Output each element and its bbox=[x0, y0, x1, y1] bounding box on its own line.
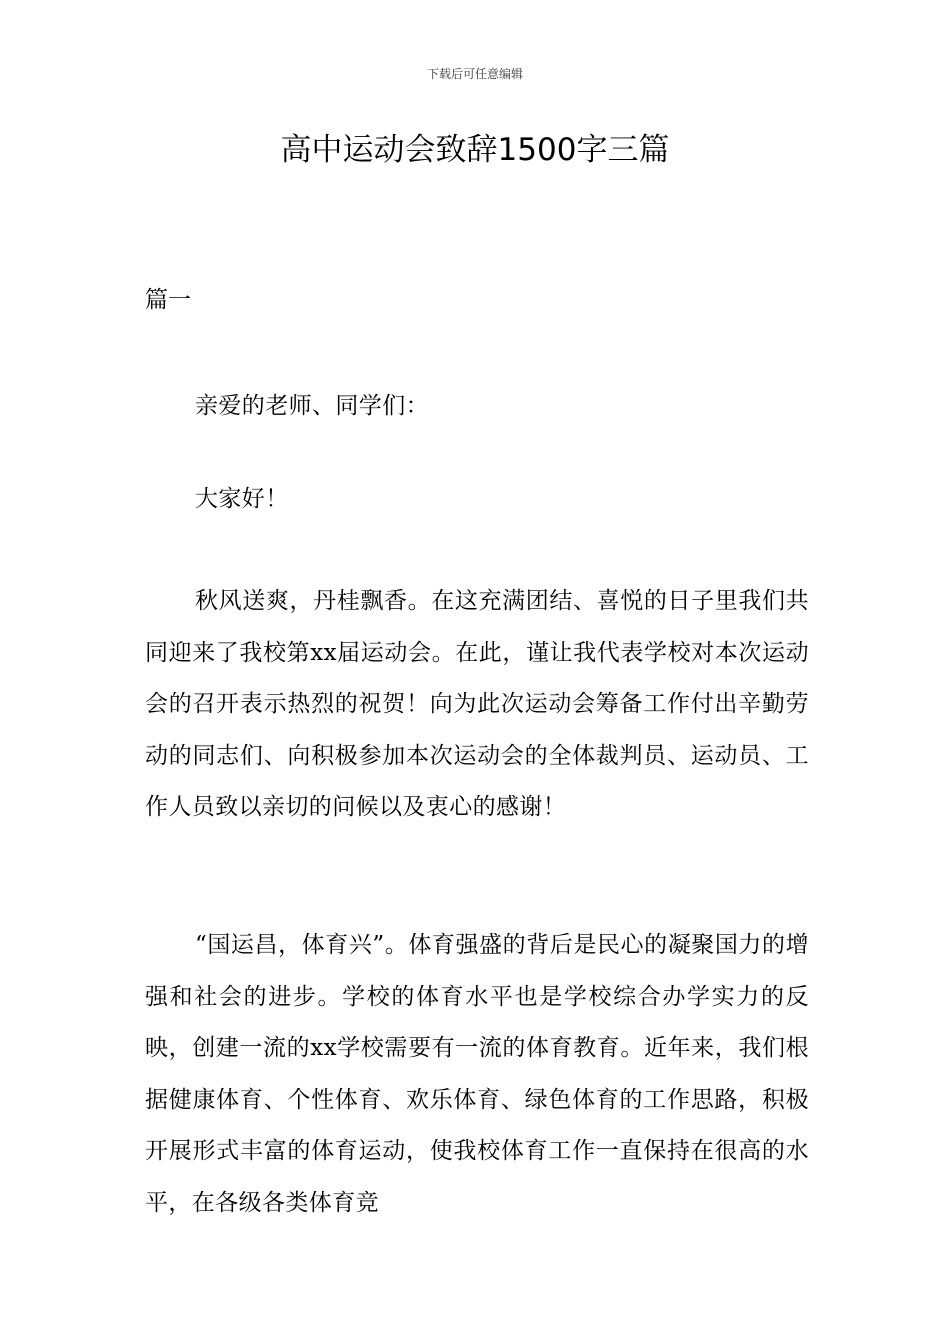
header-note: 下载后可任意编辑 bbox=[426, 67, 523, 81]
section-label: 篇一 bbox=[145, 287, 191, 313]
document-title: 高中运动会致辞1500字三篇 bbox=[280, 132, 670, 168]
paragraph-opening: 秋风送爽，丹桂飘香。在这充满团结、喜悦的日子里我们共同迎来了我校第xx届运动会。在此，谨让我代表学校对本次运动会的召开表示热烈的祝贺！向为此次运动会筹备工作付出辛勤劳动的同志们、向积极参加本次运动会的全体裁判员、运动员、工作人员致以亲切的问候以及衷心的感谢！ bbox=[145, 588, 809, 820]
paragraph-hello: 大家好！ bbox=[195, 486, 289, 512]
paragraph-greeting: 亲爱的老师、同学们： bbox=[195, 393, 429, 419]
paragraph-sports: “国运昌，体育兴”。体育强盛的背后是民心的凝聚国力的增强和社会的进步。学校的体育水平也是学校综合办学实力的反映，创建一流的xx学校需要有一流的体育教育。近年来，我们根据健康体育、个性体育、欢乐体育、绿色体育的工作思路，积极开展形式丰富的体育运动，使我校体育工作一直保持在很高的水平，在各级各类体育竞 bbox=[145, 932, 809, 1216]
